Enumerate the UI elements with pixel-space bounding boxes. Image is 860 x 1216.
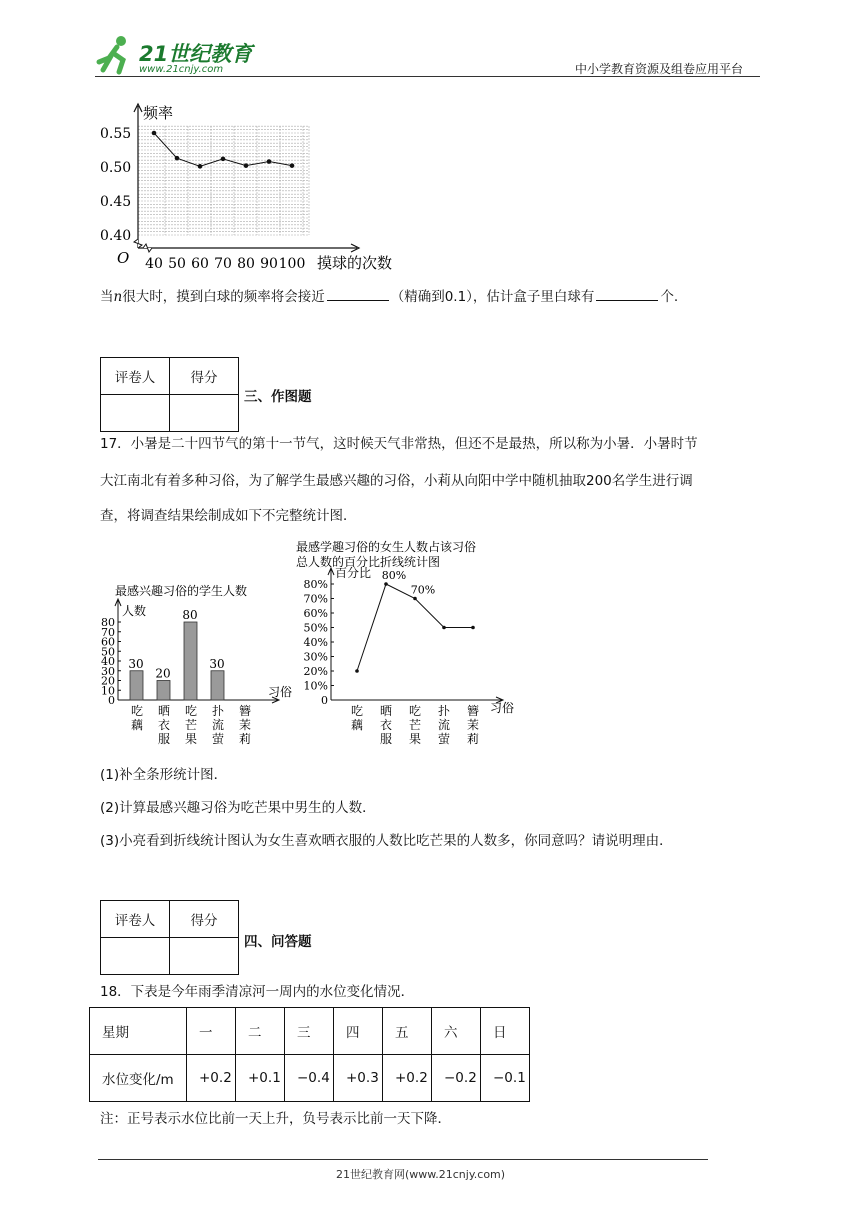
chart-title: 总人数的百分比折线统计图 [296,555,441,569]
table-cell: 水位变化/m [90,1055,187,1102]
data-label: 80% [381,569,407,582]
data-point [198,164,203,169]
data-label: 80 [182,608,198,622]
table-cell: 三 [285,1008,334,1055]
x-tick-label: 80 [237,256,255,272]
x-tick-label: 100 [278,256,306,272]
data-point [471,626,475,630]
footer-text: 21世纪教育网(www.21cnjy.com) [336,1168,506,1181]
score-cell[interactable] [170,938,239,975]
table-cell: +0.2 [187,1055,236,1102]
table-cell: +0.2 [383,1055,432,1102]
table-cell: 日 [481,1008,530,1055]
grader-header: 评卷人 [101,358,170,395]
q17-line-2: 大江南北有着多种习俗，为了解学生最感兴趣的习俗，小莉从向阳中学中随机抽取200名学生进行调 [100,473,693,489]
table-cell: 星期 [90,1008,187,1055]
x-tick-label: 吃 [408,704,422,718]
x-tick-label: 茉 [466,718,480,732]
x-tick-label: 流 [211,718,225,732]
q16-text [100,286,678,307]
x-tick-label: 晒 [157,704,171,718]
data-point [152,131,157,136]
y-axis-label: 频率 [143,104,174,122]
q17-part-1: (1)补全条形统计图． [100,767,228,783]
score-header: 得分 [170,901,239,938]
table-cell: −0.1 [481,1055,530,1102]
x-tick-label: 衣 [379,718,393,732]
x-tick-label: 60 [191,256,209,272]
table-cell: −0.2 [432,1055,481,1102]
data-point [175,156,180,161]
y-tick-label: 10% [303,679,328,693]
x-tick-label: 服 [157,732,171,746]
series-line [154,133,292,166]
y-tick-label: 80 [101,616,115,629]
x-tick-label: 晒 [379,704,393,718]
y-tick-label: 70% [303,592,328,606]
table-cell: 一 [187,1008,236,1055]
grader-cell[interactable] [101,395,170,432]
data-label: 30 [209,656,225,671]
q16-prefix: 当 [100,289,114,305]
y-tick-label: 40 [101,655,115,668]
table-cell: 五 [383,1008,432,1055]
x-tick-label: 扑 [211,704,225,718]
logo [95,34,265,78]
footer-rule [98,1159,708,1160]
q18-text: 18．下表是今年雨季清凉河一周内的水位变化情况． [100,984,415,1000]
score-table-2 [100,900,239,975]
data-point [384,582,388,586]
y-tick-label: 80% [303,578,328,591]
y-axis-label: 百分比 [335,566,372,580]
x-tick-label: 70 [214,256,232,272]
y-tick-label: 0 [108,694,115,707]
q16-part3: 个. [660,289,679,305]
x-tick-label: 茉 [238,718,252,732]
x-tick-label: 簪 [238,704,252,718]
grader-cell[interactable] [101,938,170,975]
q16-var: n [113,289,123,305]
frequency-line-chart [95,98,435,278]
data-point [355,669,359,673]
interest-bar-chart [90,575,300,755]
x-tick-label: 果 [408,732,422,746]
table-cell: 四 [334,1008,383,1055]
x-axis-label: 习俗 [268,685,293,699]
axis-break [143,244,152,252]
q16-blank-2[interactable] [596,286,658,301]
q17-part-3: (3)小亮看到折线统计图认为女生喜欢晒衣服的人数比吃芒果的人数多，你同意吗？请说明理由． [100,833,673,849]
section-4-title: 四、问答题 [244,934,312,950]
bar [211,671,224,700]
table-cell: +0.1 [236,1055,285,1102]
x-tick-label: 扑 [437,704,451,718]
data-point [267,159,272,164]
x-tick-label: 吃 [350,704,364,718]
y-tick-label: 0.55 [100,126,132,142]
q16-part2: （精确到0.1），估计盒子里白球有 [390,289,595,305]
q17-part-2: (2)计算最感兴趣习俗为吃芒果中男生的人数． [100,800,376,816]
grader-header: 评卷人 [101,901,170,938]
y-tick-label: 40% [303,636,328,649]
y-tick-label: 0.45 [100,194,132,210]
y-tick-label: 30 [101,664,115,678]
y-tick-label: 30% [303,650,328,664]
y-tick-label: 0 [321,694,328,707]
x-tick-label: 莉 [466,732,480,746]
x-tick-label: 服 [379,732,393,746]
bar [184,622,197,700]
y-tick-label: 50% [303,621,328,635]
y-tick-label: 70 [101,625,115,639]
x-tick-label: 萤 [211,732,225,746]
x-tick-label: 40 [145,256,163,272]
y-tick-label: 0.50 [100,160,132,176]
x-tick-label: 吃 [130,704,144,718]
x-tick-label: 芒 [408,718,422,732]
y-tick-label: 50 [101,645,115,659]
data-point [244,163,249,168]
bar [130,671,143,700]
axis-break [134,239,142,248]
y-tick-label: 0.40 [100,228,132,244]
data-point [290,163,295,168]
platform-name: 中小学教育资源及组卷应用平台 [575,62,744,76]
x-tick-label: 吃 [184,704,198,718]
table-cell: 六 [432,1008,481,1055]
x-tick-label: 藕 [130,718,144,732]
y-tick-label: 20% [303,665,328,678]
data-point [413,597,417,601]
table-row [90,1008,530,1055]
logo-title: 21世纪教育 [139,42,253,66]
x-tick-label: 莉 [238,732,252,746]
table-cell: 二 [236,1008,285,1055]
chart-title: 最感学趣习俗的女生人数占该习俗 [296,540,477,554]
x-tick-label: 簪 [466,704,480,718]
score-header: 得分 [170,358,239,395]
x-tick-label: 萤 [437,732,451,746]
water-level-table [89,1007,530,1102]
logo-url: www.21cnjy.com [139,64,224,75]
score-table-1 [100,357,239,432]
q16-part1: 很大时，摸到白球的频率将会接近 [122,289,325,305]
chart-title: 最感兴趣习俗的学生人数 [115,584,248,598]
bar [157,681,170,701]
q17-line-3: 查，将调查结果绘制成如下不完整统计图． [100,508,357,524]
data-label: 30 [128,656,144,671]
data-point [442,626,446,630]
data-label: 70% [410,583,436,597]
y-tick-label: 10 [101,684,115,698]
x-tick-label: 90 [260,256,278,272]
table-cell: +0.3 [334,1055,383,1102]
y-tick-label: 20 [101,674,115,688]
table-note: 注：正号表示水位比前一天上升，负号表示比前一天下降． [100,1111,451,1127]
x-tick-label: 50 [168,256,186,272]
x-tick-label: 芒 [184,718,198,732]
female-percentage-line-chart [290,535,530,755]
score-cell[interactable] [170,395,239,432]
y-axis-label: 人数 [122,604,147,618]
table-cell: −0.4 [285,1055,334,1102]
x-tick-label: 衣 [157,718,171,732]
origin-label: O [117,249,130,267]
x-axis-label: 摸球的次数 [317,254,393,272]
data-label: 20 [155,666,171,681]
y-tick-label: 60% [303,607,328,620]
q17-line-1: 17．小暑是二十四节气的第十一节气，这时候天气非常热，但还不是最热，所以称为小暑．小暑时节 [100,436,698,452]
data-point [221,157,226,162]
table-row [90,1055,530,1102]
y-tick-label: 60 [101,635,115,649]
x-tick-label: 果 [184,732,198,746]
x-tick-label: 流 [437,718,451,732]
x-tick-label: 藕 [350,718,364,732]
x-axis-label: 习俗 [490,701,515,715]
section-3-title: 三、作图题 [244,389,312,405]
runner-logo-icon [95,34,135,76]
q16-blank-1[interactable] [327,286,389,301]
